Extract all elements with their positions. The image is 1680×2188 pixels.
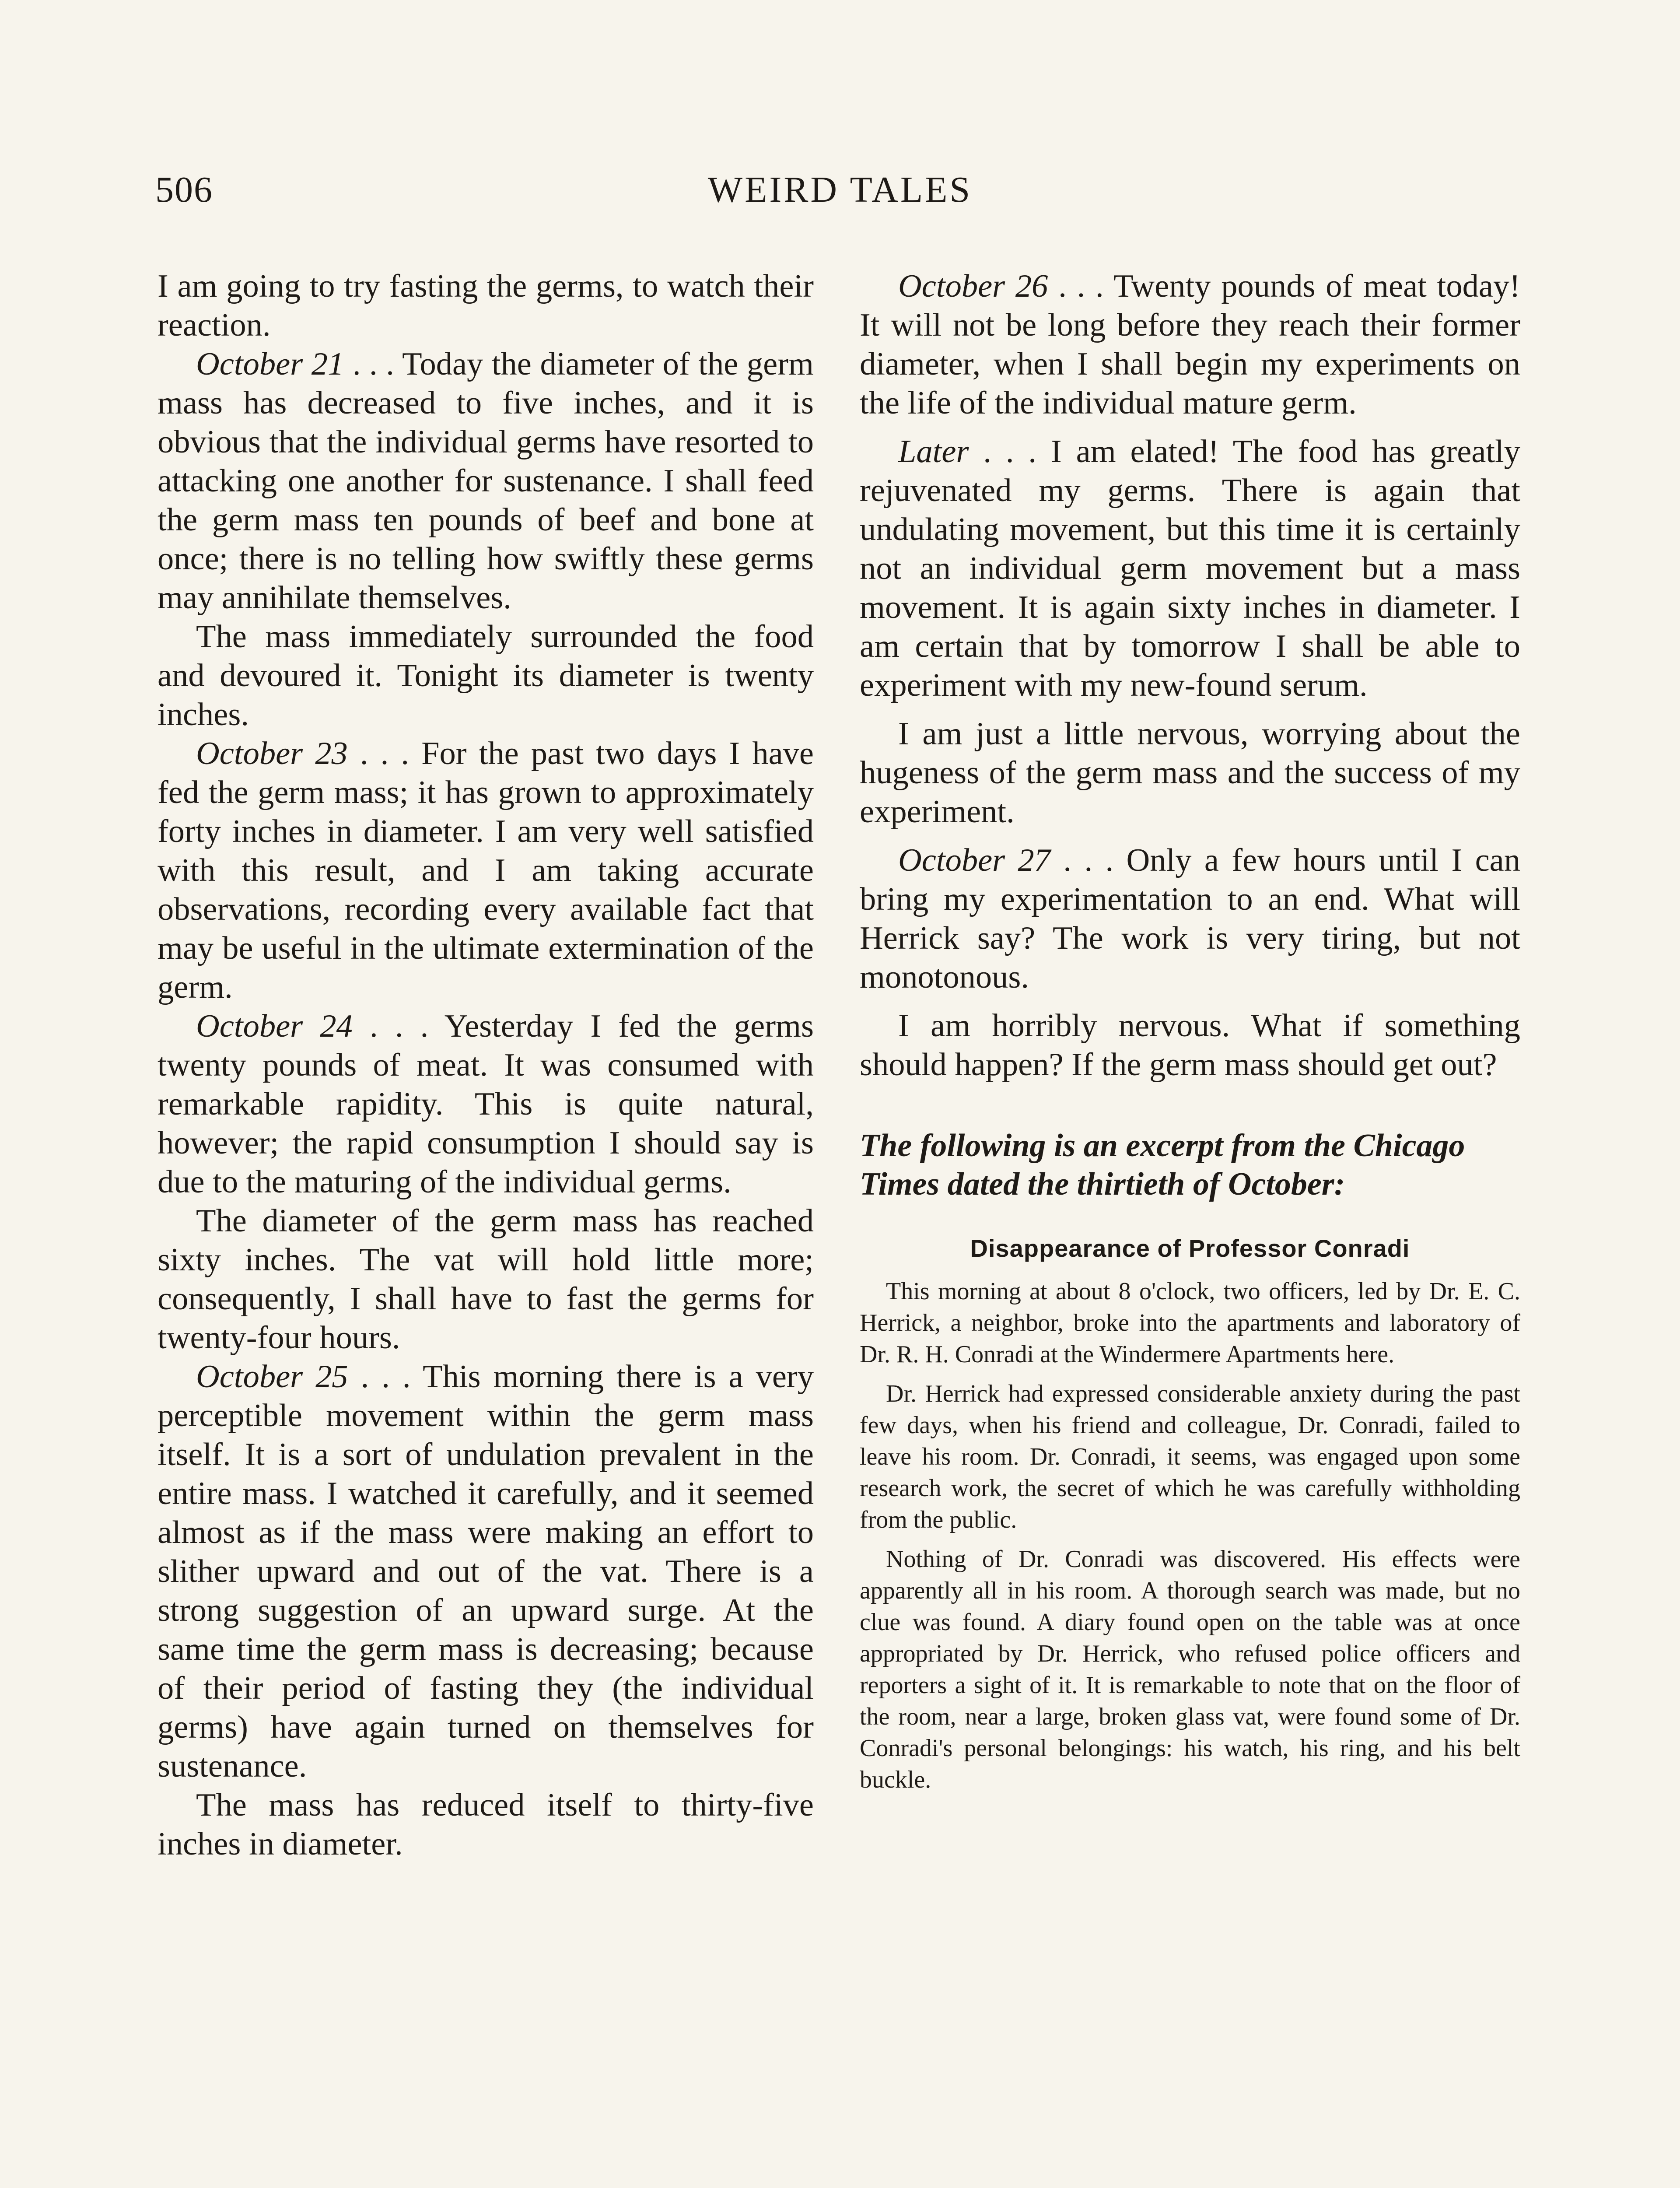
entry-text: . . . For the past two days I have fed the germ mass; it has grown to approximately forty inches in diameter. I am very well satisfied with this result, and I am taking accurate observations, recording every available fact that may be useful in the ultimate extermination of the germ. (158, 736, 814, 1005)
diary-entry-oct-23 (158, 734, 814, 1007)
entry-text: . . . Only a few hours until I can bring my experimentation to an end. What will Herrick say? The work is very tiring, but not monotonous. (860, 842, 1520, 995)
page-number: 506 (155, 169, 213, 210)
paragraph: The mass immediately surrounded the food and devoured it. Tonight its diameter is twenty inches. (158, 619, 814, 733)
paragraph: The mass has reduced itself to thirty-five inches in diameter. (158, 1787, 814, 1862)
diary-entry-oct-25 (158, 1357, 814, 1786)
entry-date: October 26 (898, 268, 1048, 304)
entry-text: . . . I am elated! The food has greatly rejuvenated my germs. There is again that undulating movement, but this time it is certainly not an individual germ movement but a mass movement. It is again sixty inches in diameter. I am certain that by tomorrow I shall be able to experiment with my new-found serum. (860, 434, 1520, 703)
news-paragraph: Nothing of Dr. Conradi was discovered. His effects were apparently all in his room. A thorough search was made, but no clue was found. A diary found open on the table was at once appropriated by Dr. Herrick, who refused police officers and reporters a sight of it. It is remarkable to note that on the floor of the room, near a large, broken glass vat, were found some of Dr. Conradi's personal belongings: his watch, his ring, and his belt buckle. (860, 1546, 1520, 1793)
diary-entry-oct-27 (860, 841, 1520, 997)
entry-date: October 27 (898, 842, 1051, 878)
diary-entry-oct-26 (860, 267, 1520, 423)
entry-date: October 24 (196, 1008, 353, 1044)
entry-text: . . . Today the diameter of the germ mass has decreased to five inches, and it is obvious that the individual germs have resorted to attacking one another for sustenance. I shall feed the germ mass ten pounds of beef and bone at once; there is no telling how swiftly these germs may annihilate themselves. (158, 346, 814, 616)
page-header (155, 168, 1525, 221)
entry-text: . . . Twenty pounds of meat today! It will not be long before they reach their former diameter, when I shall begin my experiments on the life of the individual mature germ. (860, 268, 1520, 421)
left-column (158, 267, 814, 1864)
paragraph: I am horribly nervous. What if something should happen? If the germ mass should get out? (860, 1008, 1520, 1083)
paragraph: The diameter of the germ mass has reached sixty inches. The vat will hold little more; consequently, I shall have to fast the germs for twenty-four hours. (158, 1203, 814, 1356)
diary-entry-oct-24 (158, 1007, 814, 1202)
excerpt-intro: The following is an excerpt from the Chicago Times dated the thirtieth of October: (860, 1128, 1465, 1202)
entry-date: October 23 (196, 736, 348, 771)
magazine-title: WEIRD TALES (707, 169, 973, 210)
paragraph: I am just a little nervous, worrying about the hugeness of the germ mass and the success of my experiment. (860, 716, 1520, 830)
news-paragraph: This morning at about 8 o'clock, two officers, led by Dr. E. C. Herrick, a neighbor, broke into the apartments and laboratory of Dr. R. H. Conradi at the Windermere Apartments here. (860, 1278, 1520, 1368)
news-headline: Disappearance of Professor Conradi (970, 1234, 1410, 1262)
entry-date: October 25 (196, 1359, 348, 1395)
diary-entry-later (860, 432, 1520, 705)
entry-text: . . . Yesterday I fed the germs twenty pounds of meat. It was consumed with remarkable rapidity. This is quite natural, however; the rapid consumption I should say is due to the maturing of the individual germs. (158, 1008, 814, 1200)
news-paragraph: Dr. Herrick had expressed considerable anxiety during the past few days, when his friend and colleague, Dr. Conradi, failed to leave his room. Dr. Conradi, it seems, was engaged upon some research work, the secret of which he was carefully withholding from the public. (860, 1380, 1520, 1533)
entry-date: October 21 (196, 346, 344, 382)
entry-date: Later (898, 434, 969, 470)
diary-entry-oct-21 (158, 345, 814, 617)
entry-text: . . . This morning there is a very perceptible movement within the germ mass itself. It is a sort of undulation prevalent in the entire mass. I watched it carefully, and it seemed almost as if the mass were making an effort to slither upward and out of the vat. There is a strong suggestion of an upward surge. At the same time the germ mass is decreasing; because of their period of fasting they (the individual germs) have again turned on themselves for sustenance. (158, 1359, 814, 1784)
right-column (860, 267, 1520, 1795)
paragraph: I am going to try fasting the germs, to watch their reaction. (158, 268, 814, 343)
